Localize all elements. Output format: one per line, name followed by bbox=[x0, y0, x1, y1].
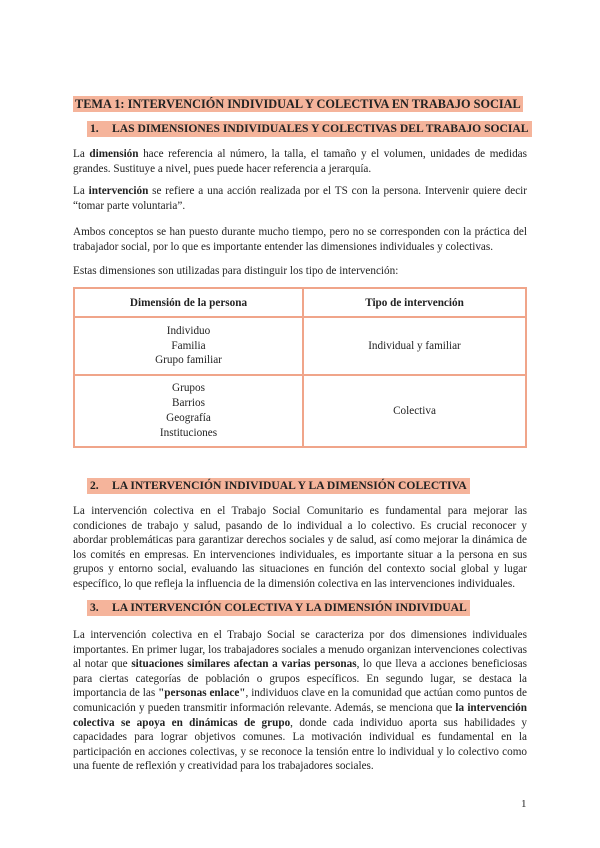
section-2-number: 2. bbox=[90, 479, 99, 492]
paragraph-section-2: La intervención colectiva en el Trabajo Social Comunitario es fundamental para mejorar las condiciones de trabajo y salud, pasando de lo individual a lo colectivo. Es crucial reconocer y abordar problemáticas para garantizar derechos sociales y de salud, así como mejorar la dinámica de los comités en empresas. En intervenciones individuales, es importante situar a la persona en sus grupos y entorno social, evaluando las situaciones en función del contexto social global y lugar específico, lo que refleja la influencia de la dimensión colectiva en las intervenciones individuales. bbox=[73, 505, 527, 590]
section-1-number: 1. bbox=[90, 122, 99, 135]
section-3-heading bbox=[87, 600, 470, 616]
section-3-title: LA INTERVENCIÓN COLECTIVA Y LA DIMENSIÓN INDIVIDUAL bbox=[112, 601, 467, 614]
section-1-heading bbox=[87, 121, 532, 137]
section-2-title: LA INTERVENCIÓN INDIVIDUAL Y LA DIMENSIÓN COLECTIVA bbox=[112, 479, 467, 492]
table-row bbox=[74, 375, 526, 447]
page-title: TEMA 1: INTERVENCIÓN INDIVIDUAL Y COLECTIVA EN TRABAJO SOCIAL bbox=[75, 97, 521, 111]
term-intervencion: intervención bbox=[88, 185, 149, 197]
paragraph-intervencion: La intervención se refiere a una acción realizada por el TS con la persona. Intervenir quiere decir “tomar parte voluntaria”. bbox=[73, 185, 527, 212]
table-cell-type: Colectiva bbox=[303, 375, 526, 447]
term-dimension: dimensión bbox=[89, 148, 139, 160]
dimension-table bbox=[73, 287, 527, 448]
paragraph-table-intro: Estas dimensiones son utilizadas para distinguir los tipo de intervención: bbox=[73, 265, 399, 277]
page-number: 1 bbox=[521, 798, 527, 810]
table-header-row bbox=[74, 288, 526, 317]
table-header: Tipo de intervención bbox=[303, 288, 526, 317]
section-3-number: 3. bbox=[90, 601, 99, 614]
table-header: Dimensión de la persona bbox=[74, 288, 303, 317]
table-cell-type: Individual y familiar bbox=[303, 317, 526, 375]
table-cell-dimension: Grupos Barrios Geografía Instituciones bbox=[74, 375, 303, 447]
paragraph-section-3: La intervención colectiva en el Trabajo Social se caracteriza por dos dimensiones individuales importantes. En primer lugar, los trabajadores sociales a menudo organizan intervenciones colectivas al notar que situaciones similares afectan a varias personas, lo que lleva a acciones beneficiosas para ciertas categorías de población o grupos específicos. En segundo lugar, se destaca la importancia de las "personas enlace", individuos clave en la comunidad que actúan como puntos de comunicación y pueden transmitir información relevante. Además, se menciona que la intervención colectiva se apoya en dinámicas de grupo, donde cada individuo aporta sus habilidades y capacidades para lograr objetivos comunes. La motivación individual es fundamental en la participación en acciones colectivas, y se reconoce la tensión entre lo individual y lo colectivo como una fuente de reflexión y creatividad para los trabajadores sociales. bbox=[73, 629, 528, 773]
section-2-heading bbox=[87, 478, 470, 494]
paragraph-conceptos: Ambos conceptos se han puesto durante mucho tiempo, pero no se corresponden con la práctica del trabajador social, por lo que es importante entender las dimensiones individuales y colectivas. bbox=[73, 226, 527, 253]
table-row bbox=[74, 317, 526, 375]
section-1-title: LAS DIMENSIONES INDIVIDUALES Y COLECTIVAS DEL TRABAJO SOCIAL bbox=[112, 122, 529, 135]
table-cell-dimension: Individuo Familia Grupo familiar bbox=[74, 317, 303, 375]
paragraph-dimension: La dimensión hace referencia al número, la talla, el tamaño y el volumen, unidades de medidas grandes. Sustituye a nivel, pues puede hacer referencia a jerarquía. bbox=[73, 148, 527, 175]
